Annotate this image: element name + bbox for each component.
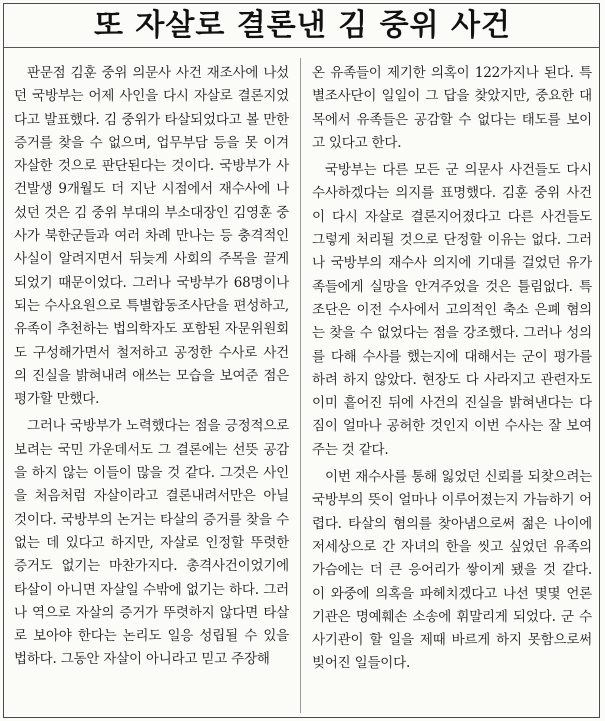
paragraph: 판문점 김훈 중위 의문사 사건 재조사에 나섰던 국방부는 어제 사인을 다시 자살로 결론지었다고 발표했다. 김 중위가 타살되었다고 볼 만한 증거를 찾을 수 없으며, 업무부담 등을 못 이겨 자살한 것으로 판단된다는 것이다. 국방부가 사건발생 9개월도 더 지난 시점에서 재수사에 나섰던 것은 김 중위 부대의 부소대장인 김영훈 중사가 북한군들과 여러 차례 만나는 등 충격적인 사실이 알려지면서 뒤늦게 사회의 주목을 끌게 되었기 때문이었다. 그러나 국방부가 68명이나 되는 수사요원으로 특별합동조사단을 편성하고, 유족이 추천하는 법의학자도 포함된 자문위원회도 구성해가면서 철저하고 공정한 수사로 사건의 진실을 밝혀내려 애쓰는 모습을 보여준 점은 평가할 만했다. [14, 65, 289, 408]
right-column [312, 62, 592, 680]
paragraph: 이번 재수사를 통해 잃었던 신뢰를 되찾으려는 국방부의 뜻이 얼마나 이루어졌는지 가늠하기 어렵다. 타살의 혐의를 찾아냄으로써 젊은 나이에 저세상으로 간 자녀의 한을 씻고 싶었던 유족의 가슴에는 더 큰 응어리가 쌓이게 됐을 것 같다. 이 와중에 의혹을 파헤치겠다고 나선 몇몇 언론기관은 명예훼손 소송에 휘말리게 되었다. 군 수사기관이 할 일을 제때 바르게 하지 못함으로써 빚어진 일들이다. [312, 469, 592, 672]
headline: 또 자살로 결론낸 김 중위 사건 [94, 8, 511, 43]
left-column [14, 62, 289, 676]
headline-divider [3, 47, 600, 48]
column-divider [300, 58, 301, 713]
paragraph: 국방부는 다른 모든 군 의문사 사건들도 다시 수사하겠다는 의지를 표명했다. 김훈 중위 사건이 다시 자살로 결론지어졌다고 다른 사건들도 그렇게 처리될 것으로 단정할 이유는 없다. 그러나 국방부의 재수사 의지에 기대를 걸었던 유가족들에게 실망을 안겨주었을 것은 틀림없다. 특조단은 이전 수사에서 고의적인 축소 은폐 혐의는 찾을 수 없었다는 점을 강조했다. 그러나 성의를 다해 수사를 했는지에 대해서는 군이 평가를 하려 하지 않았다. 현장도 다 사라지고 관련자도 이미 흩어진 뒤에 사건의 진실을 밝혀낸다는 다짐이 얼마나 공허한 것인지 이번 수사는 잘 보여주는 것 같다. [312, 162, 592, 458]
paragraph: 온 유족들이 제기한 의혹이 122가지나 된다. 특별조사단이 일일이 그 답을 찾았지만, 중요한 대목에서 유족들은 공감할 수 없다는 태도를 보이고 있다고 한다. [312, 65, 592, 151]
paragraph: 그러나 국방부가 노력했다는 점을 긍정적으로 보려는 국민 가운데서도 그 결론에는 선뜻 공감을 하지 않는 이들이 많을 것 같다. 그것은 사인을 처음처럼 자살이라고 결론내려서만은 아닐 것이다. 국방부의 논거는 타살의 증거를 찾을 수 없는 데 있다고 하지만, 자살로 인정할 뚜렷한 증거도 없기는 마찬가지다. 총격사건이었기에 타살이 아니면 자살일 수밖에 없기는 하다. 그러나 역으로 자살의 증거가 뚜렷하지 않다면 타살로 보아야 한다는 논리도 일응 성립될 수 있을 법하다. 그동안 자살이 아니라고 믿고 주장해 [14, 418, 289, 668]
